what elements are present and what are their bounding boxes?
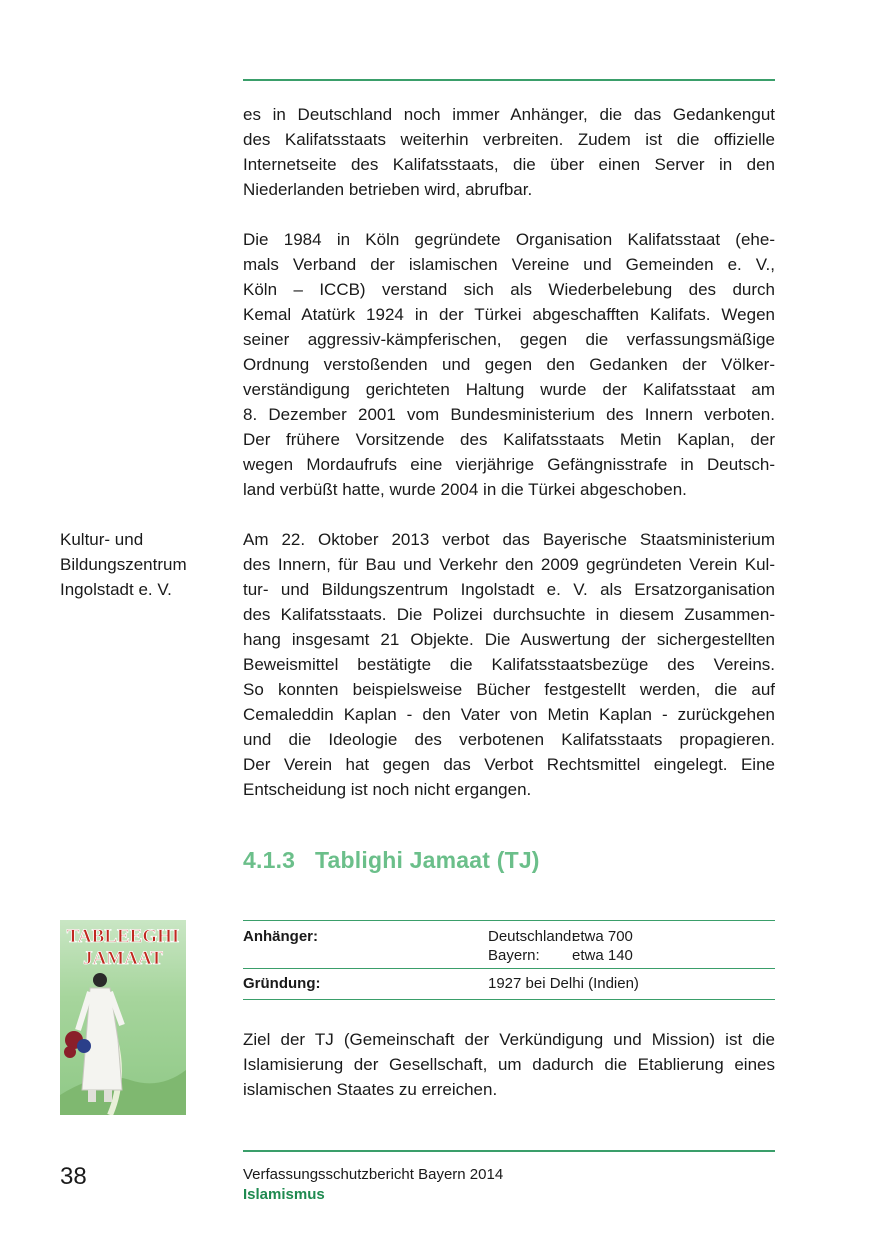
text-line: land verbüßt hatte, wurde 2004 in die Türkei abgeschoben. bbox=[243, 480, 687, 499]
founding-value: 1927 bei Delhi (Indien) bbox=[488, 975, 639, 992]
top-rule bbox=[243, 79, 775, 81]
germany-value: etwa 700 bbox=[572, 928, 633, 945]
founding-label: Gründung: bbox=[243, 975, 321, 992]
followers-values bbox=[488, 927, 633, 965]
facts-rule-middle bbox=[243, 968, 775, 969]
text-line: Kemal Atatürk 1924 in der Türkei abgeschafften Kalifats. Wegen bbox=[243, 305, 775, 324]
text-line: Niederlanden betrieben wird, abrufbar. bbox=[243, 180, 533, 199]
paragraph-4 bbox=[243, 1027, 775, 1102]
facts-row-founding bbox=[243, 974, 775, 993]
text-line: So konnten beispielsweise Bücher festgestellt werden, die auf bbox=[243, 680, 775, 699]
bavaria-label: Bayern: bbox=[488, 947, 540, 964]
text-line: seiner aggressiv-kämpferischen, gegen die verfassungsmäßige bbox=[243, 330, 775, 349]
text-line: islamischen Staates zu erreichen. bbox=[243, 1080, 498, 1099]
facts-row-followers bbox=[243, 927, 775, 965]
text-line: Köln – ICCB) verstand sich als Wiederbelebung des durch bbox=[243, 280, 775, 299]
facts-rule-top bbox=[243, 920, 775, 921]
germany-label: Deutschland: bbox=[488, 928, 576, 945]
text-line: Der Verein hat gegen das Verbot Rechtsmittel eingelegt. Eine bbox=[243, 755, 775, 774]
page-number: 38 bbox=[60, 1163, 87, 1190]
footer-publication: Verfassungsschutzbericht Bayern 2014 bbox=[243, 1166, 504, 1183]
text-line: des Kalifatsstaats weiterhin verbreiten. Zudem ist die offizielle bbox=[243, 130, 775, 149]
paragraph-3 bbox=[243, 527, 775, 802]
text-line: Ziel der TJ (Gemeinschaft der Verkündigung und Mission) ist die bbox=[243, 1030, 775, 1049]
paragraph-2 bbox=[243, 227, 775, 502]
text-line: Islamisierung der Gesellschaft, um dadurch die Etablierung eines bbox=[243, 1055, 775, 1074]
book-cover-illustration bbox=[60, 920, 186, 1115]
text-line: Am 22. Oktober 2013 verbot das Bayerische Staatsministerium bbox=[243, 530, 775, 549]
text-line: es in Deutschland noch immer Anhänger, die das Gedankengut bbox=[243, 105, 775, 124]
walking-figure bbox=[64, 973, 122, 1102]
facts-rule-bottom bbox=[243, 999, 775, 1000]
text-line: des Innern, für Bau und Verkehr den 2009 gegründeten Verein Kul- bbox=[243, 555, 775, 574]
sidenote-line: Ingolstadt e. V. bbox=[60, 580, 172, 599]
bavaria-value: etwa 140 bbox=[572, 947, 633, 964]
text-line: Der frühere Vorsitzende des Kalifatsstaats Metin Kaplan, der bbox=[243, 430, 775, 449]
text-line: hang insgesamt 21 Objekte. Die Auswertung der sichergestellten bbox=[243, 630, 775, 649]
paragraph-1 bbox=[243, 102, 775, 202]
footer-section: Islamismus bbox=[243, 1186, 325, 1203]
text-line: Internetseite des Kalifatsstaats, die über einen Server in den bbox=[243, 155, 775, 174]
text-line: und die Ideologie des verbotenen Kalifatsstaats propagieren. bbox=[243, 730, 775, 749]
footer-rule bbox=[243, 1150, 775, 1152]
text-line: Ordnung verstoßenden und gegen den Gedanken der Völker- bbox=[243, 355, 775, 374]
sidenote-line: Bildungszentrum bbox=[60, 555, 187, 574]
text-line: tur- und Bildungszentrum Ingolstadt e. V. als Ersatzorganisation bbox=[243, 580, 775, 599]
section-heading bbox=[243, 847, 540, 874]
text-line: des Kalifatsstaats. Die Polizei durchsuchte in diesem Zusammen- bbox=[243, 605, 775, 624]
text-line: Cemaleddin Kaplan - den Vater von Metin Kaplan - zurückgehen bbox=[243, 705, 775, 724]
text-line: 8. Dezember 2001 vom Bundesministerium des Innern verboten. bbox=[243, 405, 775, 424]
cover-title-line2: JAMAAT bbox=[83, 948, 163, 969]
text-line: Die 1984 in Köln gegründete Organisation Kalifatsstaat (ehe- bbox=[243, 230, 775, 249]
section-number: 4.1.3 bbox=[243, 847, 296, 873]
section-title: Tablighi Jamaat (TJ) bbox=[315, 847, 540, 873]
text-line: verständigung gerichteten Haltung wurde der Kalifatsstaat am bbox=[243, 380, 775, 399]
text-line: Entscheidung ist noch nicht ergangen. bbox=[243, 780, 532, 799]
sidenote bbox=[60, 527, 230, 602]
followers-label: Anhänger: bbox=[243, 928, 318, 945]
text-line: mals Verband der islamischen Vereine und Gemeinden e. V., bbox=[243, 255, 775, 274]
cover-title-line1: TABLEEGHI bbox=[66, 926, 180, 947]
text-line: Beweismittel bestätigte die Kalifatsstaatsbezüge des Vereins. bbox=[243, 655, 775, 674]
sidenote-line: Kultur- und bbox=[60, 530, 144, 549]
text-line: wegen Mordaufrufs eine vierjährige Gefängnisstrafe in Deutsch- bbox=[243, 455, 775, 474]
book-cover-image bbox=[60, 920, 186, 1115]
